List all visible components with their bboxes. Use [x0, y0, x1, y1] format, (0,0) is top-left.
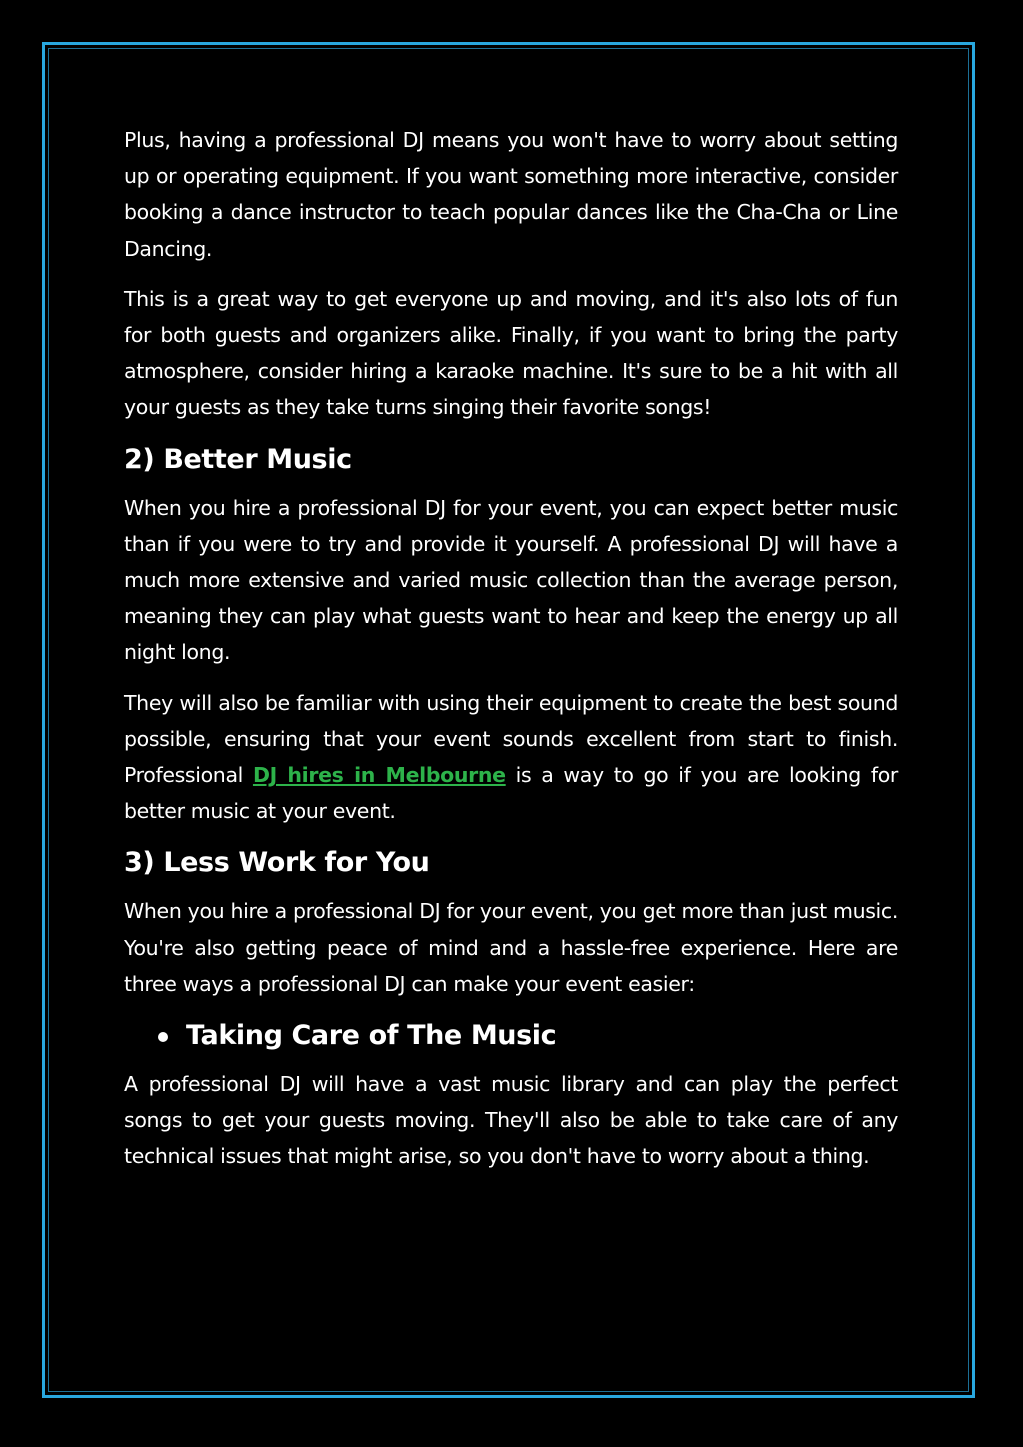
bullet-heading-text: Taking Care of The Music — [186, 1020, 557, 1052]
taking-care-paragraph: A professional DJ will have a vast music library and can play the perfect songs to get your guests moving. They'll also be able to take care of any technical issues that might arise, so you don't have to worry about a thing. — [124, 1072, 898, 1169]
better-music-text-after-link: is a way to go if you are looking for better music at your event. — [124, 763, 899, 824]
dj-hires-melbourne-link[interactable]: DJ hires in Melbourne — [252, 763, 506, 788]
intro-paragraph-2: This is a great way to get everyone up and moving, and it's also lots of fun for both guests and organizers alike. Finally, if you want to bring the party atmosphere, consider hiring a karaoke machine. It's sure to be a hit with all your guests as they take turns singing their favorite songs! — [124, 286, 898, 420]
document-body — [124, 122, 898, 1189]
intro-paragraph-1: Plus, having a professional DJ means you won't have to worry about setting up or operating equipment. If you want something more interactive, consider booking a dance instructor to teach popular dances like the Cha-Cha or Line Dancing. — [124, 128, 898, 261]
bullet-dot-icon — [158, 1032, 168, 1042]
bullet-heading-taking-care-of-music — [124, 1016, 898, 1056]
better-music-paragraph-2 — [124, 685, 898, 830]
section-heading-better-music: 2) Better Music — [124, 443, 352, 475]
section-heading-less-work: 3) Less Work for You — [124, 847, 430, 879]
better-music-paragraph-1: When you hire a professional DJ for your event, you can expect better music than if you were to try and provide it yourself. A professional DJ will have a much more extensive and varied music collection than the average person, meaning they can play what guests want to hear and keep the energy up all night long. — [124, 495, 898, 665]
better-music-text-before-link: They will also be familiar with using their equipment to create the best sound possible, ensuring that your event sounds excellent from start to finish. Professional — [124, 690, 898, 788]
less-work-paragraph-1: When you hire a professional DJ for your event, you get more than just music. You're also getting peace of mind and a hassle-free experience. Here are three ways a professional DJ can make your event easier: — [124, 899, 898, 996]
